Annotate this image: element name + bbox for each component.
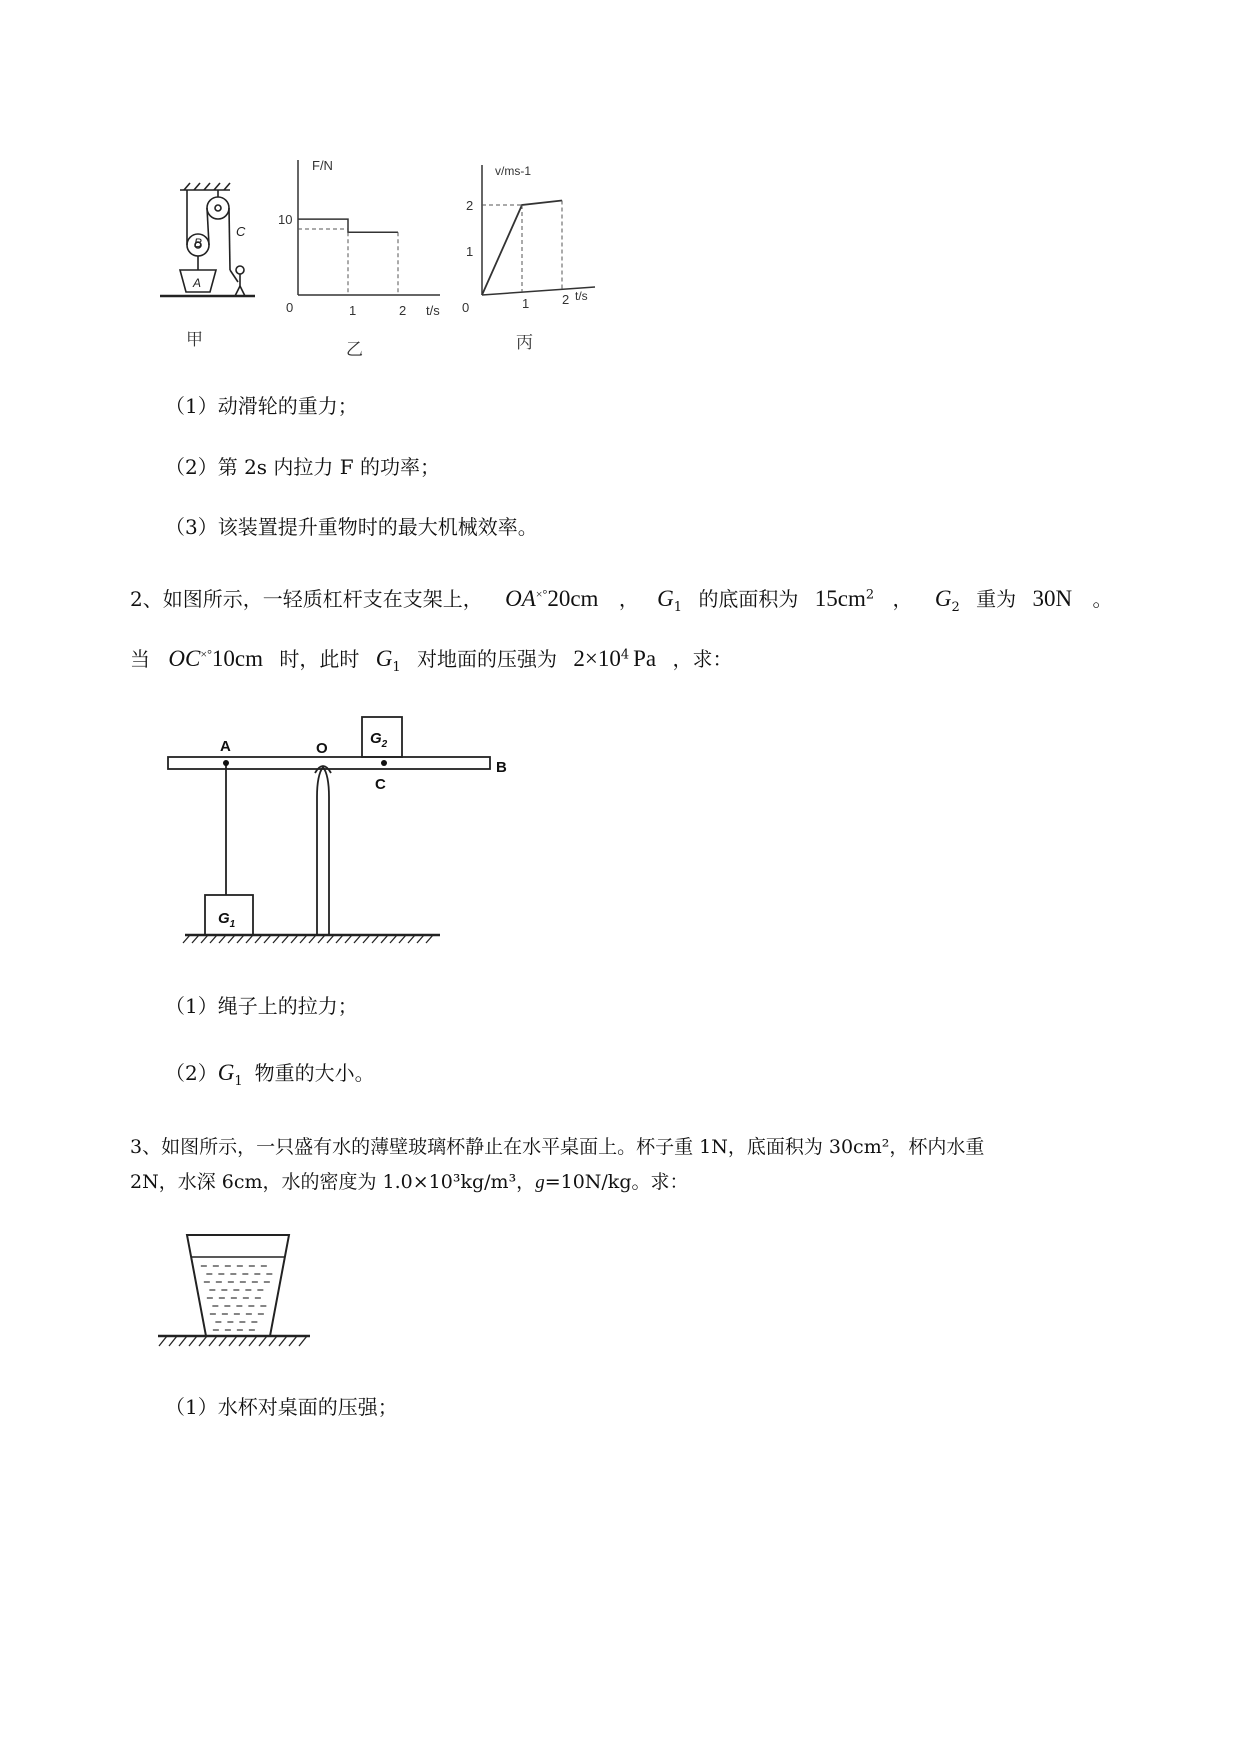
q2-oc-value: 10cm (211, 646, 263, 671)
label-a: A (220, 738, 231, 755)
pulley-diagram (160, 183, 255, 296)
table-hatch-line (209, 1336, 217, 1346)
chart-yi-ylabel: F/N (312, 158, 333, 173)
chart-bing-ylabel: v/ms-1 (495, 164, 531, 178)
figure-1-svg (150, 150, 670, 400)
ground-hatch-line (408, 935, 415, 943)
q2-eq-glyph-2: ×° (200, 647, 212, 661)
water-dashes (201, 1266, 273, 1330)
table-hatch-line (219, 1336, 227, 1346)
chart-bing-ytick-2: 2 (466, 198, 474, 213)
chart-yi-xtick-2: 2 (399, 303, 407, 318)
lever-bar (168, 757, 490, 769)
q2-g2-sub: 2 (951, 600, 960, 615)
ground-hatch-line (363, 935, 370, 943)
table-hatch-line (249, 1336, 257, 1346)
q2-g1-b: G (375, 646, 393, 671)
q1-part-2: （2）第 2s 内拉力 F 的功率； (165, 455, 441, 479)
table-hatch-line (169, 1336, 177, 1346)
table-hatch-line (289, 1336, 297, 1346)
ground-hatch-line (354, 935, 361, 943)
chart-yi-f-line (298, 219, 398, 232)
q2-g1-b-sub: 1 (392, 660, 401, 675)
q2-oc: OC (168, 646, 201, 671)
q2-g2: G (934, 586, 952, 611)
q1-part-3: （3）该装置提升重物时的最大机械效率。 (165, 515, 538, 539)
block-g2 (362, 717, 402, 757)
q2-pressure-sup: 4 (620, 647, 630, 663)
q2-part-2 (165, 1059, 375, 1096)
ground-hatch-line (255, 935, 262, 943)
figure-1 (150, 150, 670, 400)
lever-svg (160, 705, 530, 950)
chart-yi-x-origin: 0 (286, 300, 294, 315)
table-hatch-line (159, 1336, 167, 1346)
q2-part-2-g1: G (217, 1060, 235, 1085)
caption-yi: 乙 (346, 340, 363, 359)
q2-ask: ，求： (672, 647, 733, 671)
table-hatch-line (189, 1336, 197, 1346)
table-hatch-line (179, 1336, 187, 1346)
label-o: O (316, 740, 328, 757)
q2-eq-glyph: ×° (535, 587, 548, 601)
chart-bing-xtick-1: 1 (522, 296, 530, 311)
table-hatch-line (259, 1336, 267, 1346)
figure-lever (160, 705, 530, 950)
ground-hatch-line (201, 935, 208, 943)
pulley-label-a: A (193, 276, 202, 290)
ground-hatch-line (291, 935, 298, 943)
point-a-dot (223, 760, 229, 766)
ground-hatch-line (192, 935, 199, 943)
support (317, 767, 329, 935)
pulley-label-c: C (236, 224, 246, 239)
ground-hatch-line (264, 935, 271, 943)
glass-cup (187, 1235, 289, 1336)
caption-bing: 丙 (516, 333, 533, 352)
q2-part-2-text: 物重的大小。 (254, 1061, 375, 1085)
ground-hatch-line (282, 935, 289, 943)
label-b: B (496, 759, 507, 776)
chart-bing-xlabel: t/s (575, 289, 588, 303)
caption-jia: 甲 (186, 330, 203, 349)
q2-g1: G (657, 586, 674, 611)
q2-line-1: 2、如图所示，一轻质杠杆支在支架上， OA×°20cm ， $G_1$ 的底面积为 $15cm^2$ ， $G_2$ 重为 30N 。 (130, 586, 1113, 615)
q2-pressure-value: 2×10 (573, 646, 621, 671)
label-g2: $G_2$ (370, 730, 388, 750)
ground-hatch-line (345, 935, 352, 943)
q2-oa: OA (505, 586, 536, 611)
chart-yi-xlabel: t/s (426, 303, 440, 318)
table-hatch-line (239, 1336, 247, 1346)
ground-hatch-line (327, 935, 334, 943)
chart-bing-x-origin: 0 (462, 300, 470, 315)
ground-hatch-line (300, 935, 307, 943)
chart-yi-ytick-10: 10 (278, 212, 293, 227)
ground-hatch-line (372, 935, 379, 943)
table-hatch-line (269, 1336, 277, 1346)
ground-hatch-line (390, 935, 397, 943)
glass-svg (155, 1230, 315, 1350)
table-hatch-line (279, 1336, 287, 1346)
q2-area-text: 的底面积为 (698, 587, 799, 611)
chart-velocity-time (482, 165, 595, 295)
ground-hatch-line (183, 935, 190, 943)
ground-hatch-line (336, 935, 343, 943)
label-g1: $G_1$ (218, 910, 236, 930)
ground-hatch-line (210, 935, 217, 943)
q3-line-2-tail: =10N/kg。求： (544, 1171, 689, 1193)
q3-part-1: （1）水杯对桌面的压强； (165, 1395, 398, 1419)
q2-part-1: （1）绳子上的拉力； (165, 994, 358, 1018)
q2-weight-value: 30N (1032, 586, 1073, 611)
ground-hatch-line (273, 935, 280, 943)
q3-line-2 (130, 1168, 689, 1197)
chart-bing-xtick-2: 2 (562, 292, 570, 307)
q2-weight-text: 重为 (976, 587, 1017, 611)
label-c: C (375, 776, 386, 793)
q3-line-2-text: 2N，水深 6cm，水的密度为 1.0×10³kg/m³， (130, 1171, 536, 1193)
q2-area-sup: 2 (865, 587, 875, 603)
ground-hatch-line (219, 935, 226, 943)
ground-hatch-line (381, 935, 388, 943)
table-hatch-line (199, 1336, 207, 1346)
chart-bing-ytick-1: 1 (466, 244, 474, 259)
q2-oa-value: 20cm (547, 586, 599, 611)
ground-hatch-line (228, 935, 235, 943)
q2-line-2 (130, 640, 732, 682)
q3-line-1: 3、如图所示，一只盛有水的薄壁玻璃杯静止在水平桌面上。杯子重 1N，底面积为 30cm²，杯内水重 (130, 1136, 985, 1158)
ground-hatch-line (237, 935, 244, 943)
table-hatch-line (299, 1336, 307, 1346)
pulley-label-b: B (194, 236, 203, 250)
q2-pressure-unit: Pa (633, 646, 657, 671)
q2-when: 当 (130, 647, 150, 671)
chart-yi-xtick-1: 1 (349, 303, 357, 318)
ground-hatch-line (246, 935, 253, 943)
q3-g-symbol: g (535, 1172, 545, 1193)
figure-glass (155, 1230, 315, 1350)
q2-intro: 2、如图所示，一轻质杠杆支在支架上， (130, 587, 483, 611)
ground-hatch-line (399, 935, 406, 943)
q2-g1-sub: 1 (673, 600, 683, 615)
q2-part-2-prefix: （2） (165, 1061, 218, 1085)
ground-hatch-line (426, 935, 433, 943)
q1-part-1: （1）动滑轮的重力； (165, 394, 358, 418)
q2-area-value: 15cm (814, 586, 866, 611)
chart-force-time (298, 160, 440, 295)
table-hatch (159, 1336, 307, 1346)
point-c-dot (381, 760, 387, 766)
q2-end-mark: 。 (1092, 587, 1113, 611)
ground-hatch-line (318, 935, 325, 943)
q2-then: 时，此时 (279, 647, 360, 671)
table-hatch-line (229, 1336, 237, 1346)
q2-part-2-g1-sub: 1 (234, 1074, 243, 1089)
q2-pressure-text: 对地面的压强为 (416, 647, 557, 671)
ground-hatch-line (309, 935, 316, 943)
ground-hatch-line (417, 935, 424, 943)
